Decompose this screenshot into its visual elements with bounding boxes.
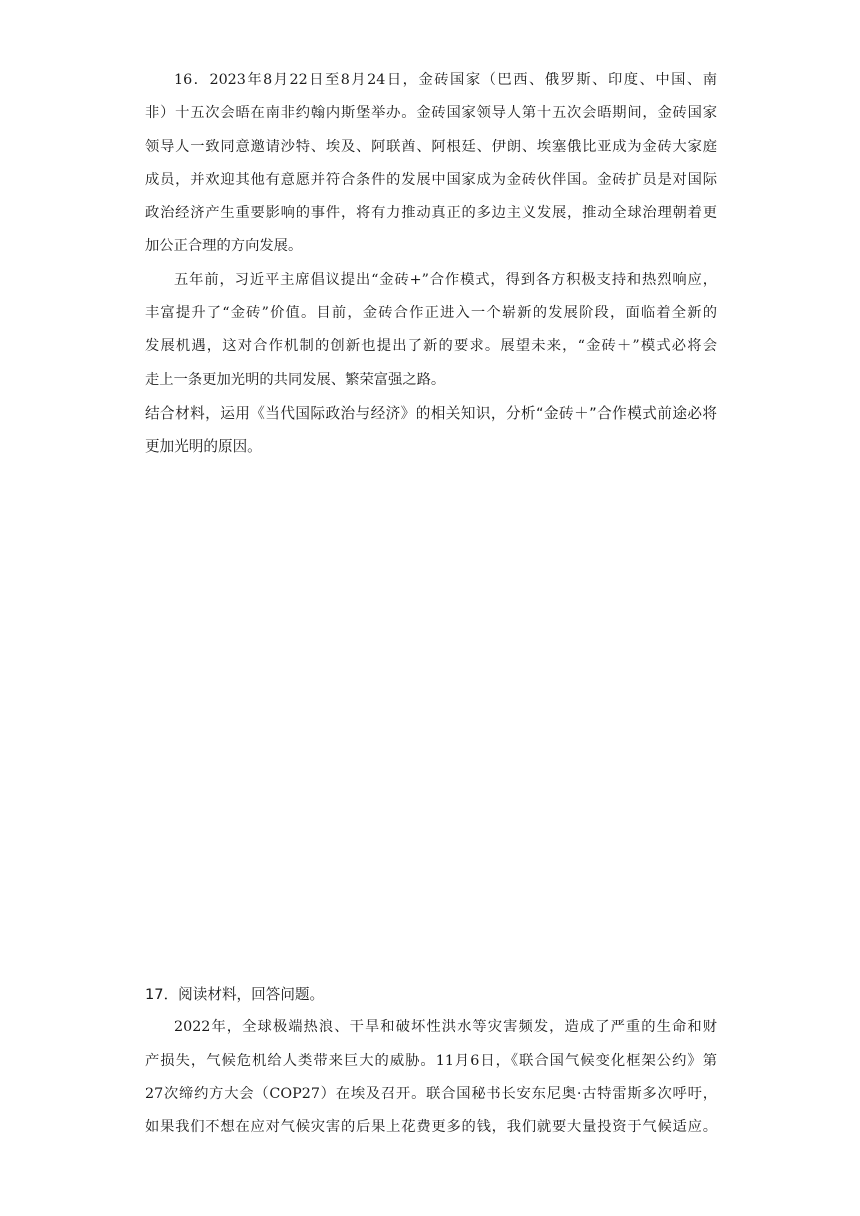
q17-material-line: 如果我们不想在应对气候灾害的后果上花费更多的钱，我们就要大量投资于气候适应。 xyxy=(145,1119,717,1136)
q16-material-line: 16．2023年8月22日至8月24日，金砖国家（巴西、俄罗斯、印度、中国、南 xyxy=(174,72,717,88)
question-16 xyxy=(145,64,717,464)
question-17 xyxy=(145,978,717,1144)
q16-prompt-line: 结合材料，运用《当代国际政治与经济》的相关知识，分析“金砖＋”合作模式前途必将 xyxy=(145,404,717,422)
q17-heading: 17．阅读材料，回答问题。 xyxy=(145,986,325,1003)
q16-material-line: 走上一条更加光明的共同发展、繁荣富强之路。 xyxy=(145,371,446,388)
q17-material-line: 2022年，全球极端热浪、干旱和破坏性洪水等灾害频发，造成了严重的生命和财 xyxy=(174,1019,717,1036)
q16-prompt-line: 更加光明的原因。 xyxy=(145,438,262,456)
q16-material-line: 丰富提升了“金砖”价值。目前，金砖合作正进入一个崭新的发展阶段，面临着全新的 xyxy=(145,305,717,322)
q16-material-line: 五年前，习近平主席倡议提出“金砖+”合作模式，得到各方积极支持和热烈响应， xyxy=(174,271,717,288)
q16-material-line: 非）十五次会晤在南非约翰内斯堡举办。金砖国家领导人第十五次会晤期间，金砖国家 xyxy=(145,105,717,122)
q16-material-line: 加公正合理的方向发展。 xyxy=(145,238,303,255)
q17-material-line: 产损失，气候危机给人类带来巨大的威胁。11月6日，《联合国气候变化框架公约》第 xyxy=(145,1052,717,1069)
q16-material-line: 领导人一致同意邀请沙特、埃及、阿联酋、阿根廷、伊朗、埃塞俄比亚成为金砖大家庭 xyxy=(145,138,717,155)
q17-material-line: 27次缔约方大会（COP27）在埃及召开。联合国秘书长安东尼奥·古特雷斯多次呼吁， xyxy=(145,1085,717,1102)
q16-material-line: 政治经济产生重要影响的事件，将有力推动真正的多边主义发展，推动全球治理朝着更 xyxy=(145,205,717,222)
q16-material-line: 成员，并欢迎其他有意愿并符合条件的发展中国家成为金砖伙伴国。金砖扩员是对国际 xyxy=(145,171,717,188)
q16-material-line: 发展机遇，这对合作机制的创新也提出了新的要求。展望未来，“金砖＋”模式必将会 xyxy=(145,338,717,355)
